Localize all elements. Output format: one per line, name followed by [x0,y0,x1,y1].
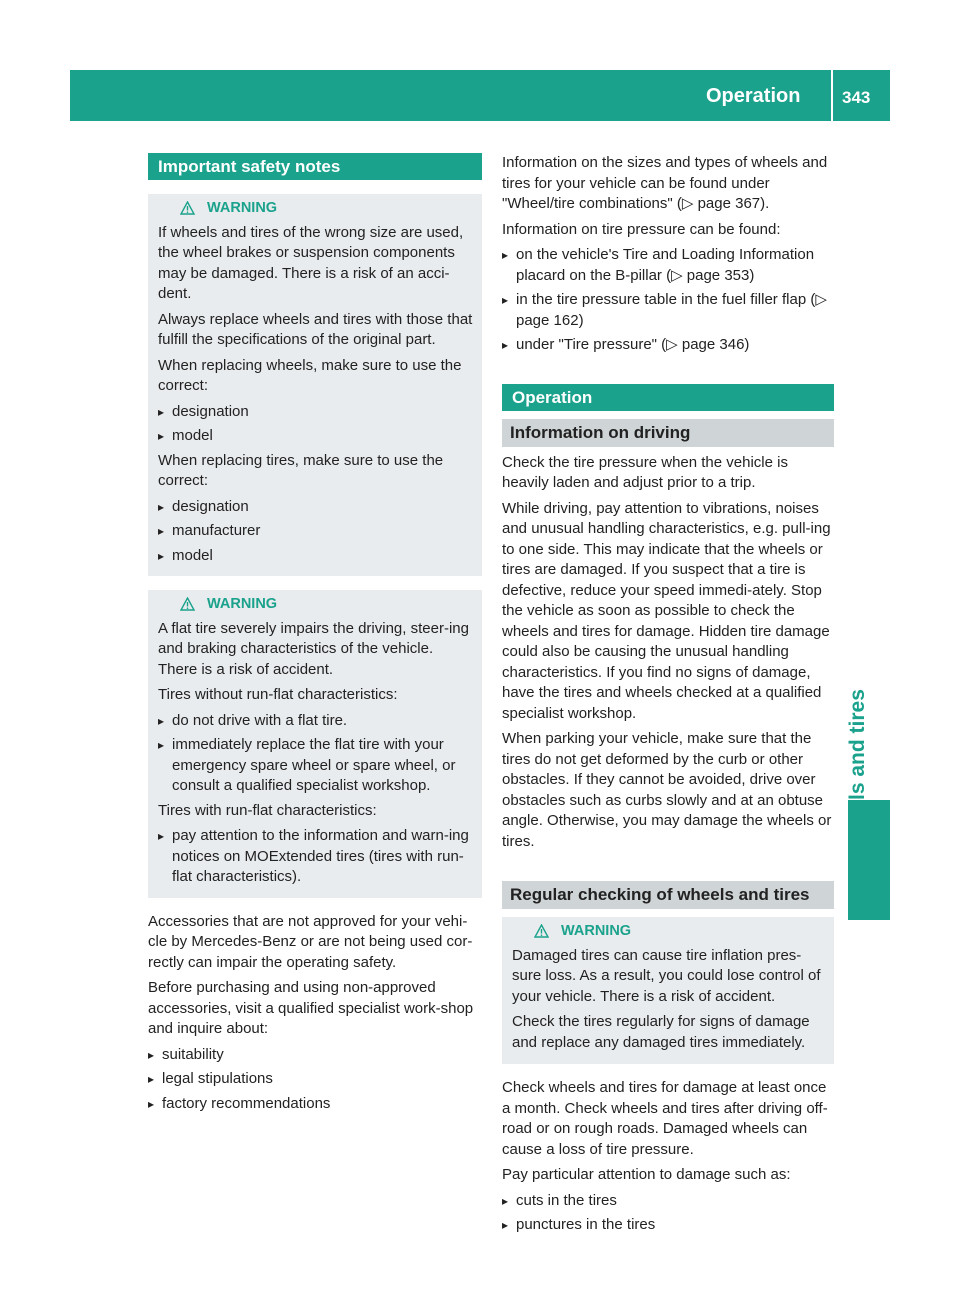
warning-box [502,917,834,1064]
list-item: ▸ pay attention to the information and warn-ing notices on MOExtended tires (tires with run-flat characteristics). [158,826,473,888]
list-item: ▸ do not drive with a flat tire. [158,711,473,732]
paragraph: Tires without run-flat characteristics: [158,686,398,703]
paragraph: Accessories that are not approved for your vehi-cle by Mercedes-Benz or are not being used cor-rectly can impair the operating safety. [148,912,473,971]
list-item: ▸ model [158,546,473,567]
paragraph: Pay particular attention to damage such as: [502,1166,791,1183]
paragraph: Information on the sizes and types of wheels and tires for your vehicle can be found under "Wheel/tire combinations" (▷ page 367). [502,154,828,212]
header-divider [831,70,833,121]
warning-label: WARNING [207,596,278,612]
paragraph: A flat tire severely impairs the driving, steer-ing and braking characteristics of the vehicle. There is a risk of accident. [158,619,469,678]
warning-label: WARNING [561,923,632,939]
bullet-list [502,245,834,356]
list-item: ▸ punctures in the tires [502,1215,834,1236]
paragraph: Tires with run-flat characteristics: [158,801,377,819]
paragraph: Check the tires regularly for signs of damage and replace any damaged tires immediately. [512,1013,810,1051]
left-column [148,153,482,1118]
warning-box [148,590,482,898]
bullet-list [158,711,473,797]
chapter-title: Operation [706,85,801,107]
warning-triangle-icon [180,201,195,215]
paragraph: While driving, pay attention to vibrations, noises and unusual handling characteristics, e.g. pull-ing to one side. This may indicate that the wheels or tires are damaged. If you suspect that a tire is defective, reduce your speed immedi-ately. Stop the vehicle as soon as possible to check the wheels and tires for damage. Hidden tire damage could also be causing the unusual handling characteristics. If you find no signs of damage, have the tires and wheels checked at a qualified specialist workshop. [502,499,831,722]
warning-heading [512,921,825,942]
warning-heading [158,594,473,615]
warning-triangle-icon [180,597,195,611]
warning-box [148,194,482,576]
right-column [502,153,834,1240]
paragraph: Check wheels and tires for damage at least once a month. Check wheels and tires after driving off-road or on rough roads. Damaged wheels can cause a loss of tire pressure. [502,1079,828,1158]
section-title-safety: Important safety notes [148,153,482,180]
list-item: ▸ in the tire pressure table in the fuel filler flap (▷ page 162) [502,290,834,331]
paragraph: Check the tire pressure when the vehicle is heavily laden and adjust prior to a trip. [502,453,788,491]
side-tab-label: Wheels and tires [846,689,869,856]
list-item: ▸ legal stipulations [148,1069,482,1090]
list-item: ▸ designation [158,402,473,423]
bullet-list [158,826,473,888]
paragraph: When replacing wheels, make sure to use the correct: [158,356,462,394]
paragraph: Damaged tires can cause tire inflation pres-sure loss. As a result, you could lose control of your vehicle. There is a risk of accident. [512,946,821,1005]
section-title-operation: Operation [502,384,834,411]
warning-triangle-icon [534,924,549,938]
bullet-list [158,497,473,567]
bullet-list [502,1191,834,1236]
paragraph: If wheels and tires of the wrong size are used, the wheel brakes or suspension components may be damaged. There is a risk of an acci-dent. [158,223,464,302]
list-item: ▸ under "Tire pressure" (▷ page 346) [502,335,834,356]
subheading-regular-checking: Regular checking of wheels and tires [502,881,834,909]
bullet-list [158,402,473,447]
paragraph: Information on tire pressure can be found: [502,220,781,238]
list-item: ▸ suitability [148,1045,482,1066]
warning-heading [158,198,473,219]
page-number: 343 [842,88,871,107]
list-item: ▸ immediately replace the flat tire with your emergency spare wheel or spare wheel, or consult a qualified specialist workshop. [158,735,473,797]
list-item: ▸ manufacturer [158,521,473,542]
list-item: ▸ designation [158,497,473,518]
warning-label: WARNING [207,200,278,216]
subheading-driving: Information on driving [502,419,834,447]
bullet-list [148,1045,482,1115]
paragraph: When replacing tires, make sure to use the correct: [158,451,444,489]
paragraph: Before purchasing and using non-approved accessories, visit a qualified specialist work-shop and inquire about: [148,979,474,1037]
list-item: ▸ on the vehicle's Tire and Loading Information placard on the B-pillar (▷ page 353) [502,245,834,286]
list-item: ▸ model [158,426,473,447]
list-item: ▸ factory recommendations [148,1094,482,1115]
paragraph: Always replace wheels and tires with those that fulfill the specifications of the original part. [158,310,473,348]
paragraph: When parking your vehicle, make sure that the tires do not get deformed by the curb or other obstacles. If they cannot be avoided, drive over obstacles such as curbs slowly and at an obtuse angle. Otherwise, you may damage the wheels or tires. [502,730,832,850]
list-item: ▸ cuts in the tires [502,1191,834,1212]
